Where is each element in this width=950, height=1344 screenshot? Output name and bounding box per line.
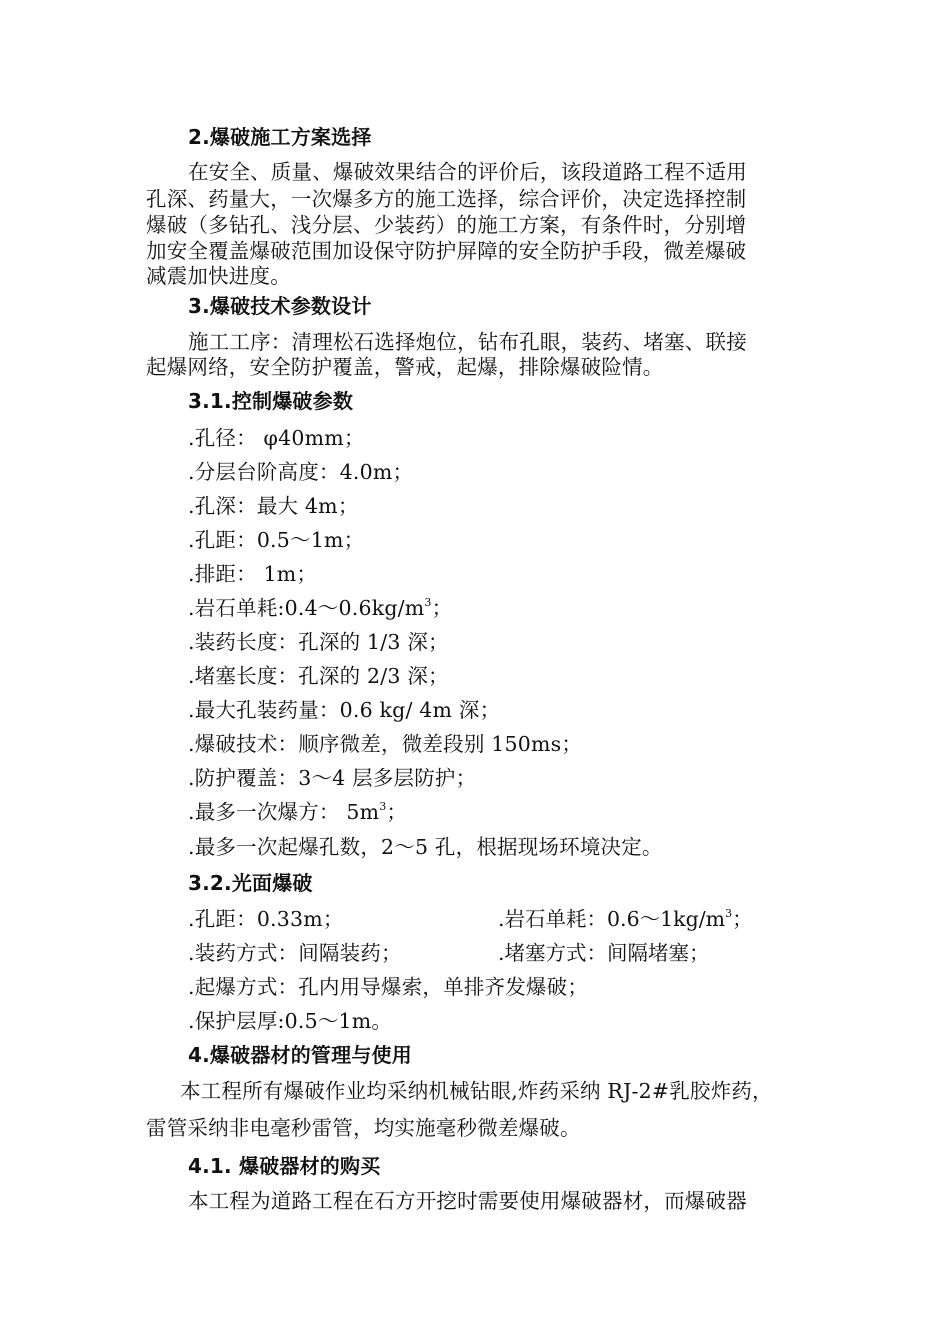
param-item (188, 595, 452, 621)
param-item: .最大孔装药量：0.6 kg/ 4m 深； (188, 698, 501, 722)
paragraph-line: 在安全、质量、爆破效果结合的评价后，该段道路工程不适用 (188, 160, 747, 184)
param-punct: ； (386, 800, 408, 824)
paragraph-line: 施工工序：清理松石选择炮位，钻布孔眼，装药、堵塞、联接 (188, 330, 747, 354)
param-item: .排距： 1m； (188, 562, 318, 586)
section-heading-4-1: 4.1. 爆破器材的购买 (188, 1154, 381, 1178)
param-item: .爆破技术：顺序微差，微差段别 150ms； (188, 732, 583, 756)
paragraph-line: 减震加快进度。 (146, 264, 291, 288)
param-item: .分层台阶高度：4.0m； (188, 460, 414, 484)
param-text: .最多一次爆方： 5m (188, 800, 380, 824)
param-item: .堵塞长度：孔深的 2/3 深； (188, 664, 449, 688)
paragraph-line: 加安全覆盖爆破范围加设保守防护屏障的安全防护手段，微差爆破 (146, 239, 747, 263)
param-item: .装药长度：孔深的 1/3 深； (188, 630, 449, 654)
section-heading-4: 4.爆破器材的管理与使用 (188, 1043, 412, 1067)
superscript: 3 (379, 800, 387, 813)
param-item (188, 799, 407, 825)
param-punct: ； (431, 596, 453, 620)
paragraph-line: 孔深、药量大，一次爆多方的施工选择，综合评价，决定选择控制 (146, 187, 747, 211)
param-text: .岩石单耗:0.4～0.6kg/m (188, 596, 425, 620)
section-heading-3: 3.爆破技术参数设计 (188, 294, 372, 318)
param-item: .起爆方式：孔内用导爆索，单排齐发爆破； (188, 975, 589, 999)
section-heading-3-2: 3.2.光面爆破 (188, 871, 313, 895)
param-item: .最多一次起爆孔数，2～5 孔，根据现场环境决定。 (188, 835, 663, 859)
paragraph-line: 本工程为道路工程在石方开挖时需要使用爆破器材，而爆破器 (188, 1189, 747, 1213)
param-item: .孔距：0.33m； (188, 907, 344, 931)
superscript: 3 (725, 907, 733, 920)
param-text: .岩石单耗：0.6～1kg/m (498, 907, 726, 931)
param-item: .孔径： φ40mm； (188, 426, 365, 450)
paragraph-line: 爆破（多钻孔、浅分层、少装药）的施工方案，有条件时，分别增 (146, 213, 747, 237)
paragraph-line: 本工程所有爆破作业均采纳机械钻眼,炸药采纳 RJ-2#乳胶炸药， (180, 1079, 773, 1103)
param-item: .保护层厚:0.5～1m。 (188, 1009, 393, 1033)
param-item: .堵塞方式：间隔堵塞； (498, 941, 710, 965)
param-item: .装药方式：间隔装药； (188, 941, 402, 965)
section-heading-3-1: 3.1.控制爆破参数 (188, 389, 354, 413)
param-item (498, 906, 753, 932)
param-item: .孔距：0.5～1m； (188, 528, 365, 552)
param-item: .孔深：最大 4m； (188, 494, 359, 518)
paragraph-line: 起爆网络，安全防护覆盖，警戒，起爆，排除爆破险情。 (146, 355, 664, 379)
paragraph-line: 雷管采纳非电毫秒雷管，均实施毫秒微差爆破。 (146, 1116, 581, 1140)
param-item: .防护覆盖：3～4 层多层防护； (188, 766, 477, 790)
superscript: 3 (424, 596, 432, 609)
param-punct: ； (732, 907, 753, 931)
section-heading-2: 2.爆破施工方案选择 (188, 125, 372, 149)
